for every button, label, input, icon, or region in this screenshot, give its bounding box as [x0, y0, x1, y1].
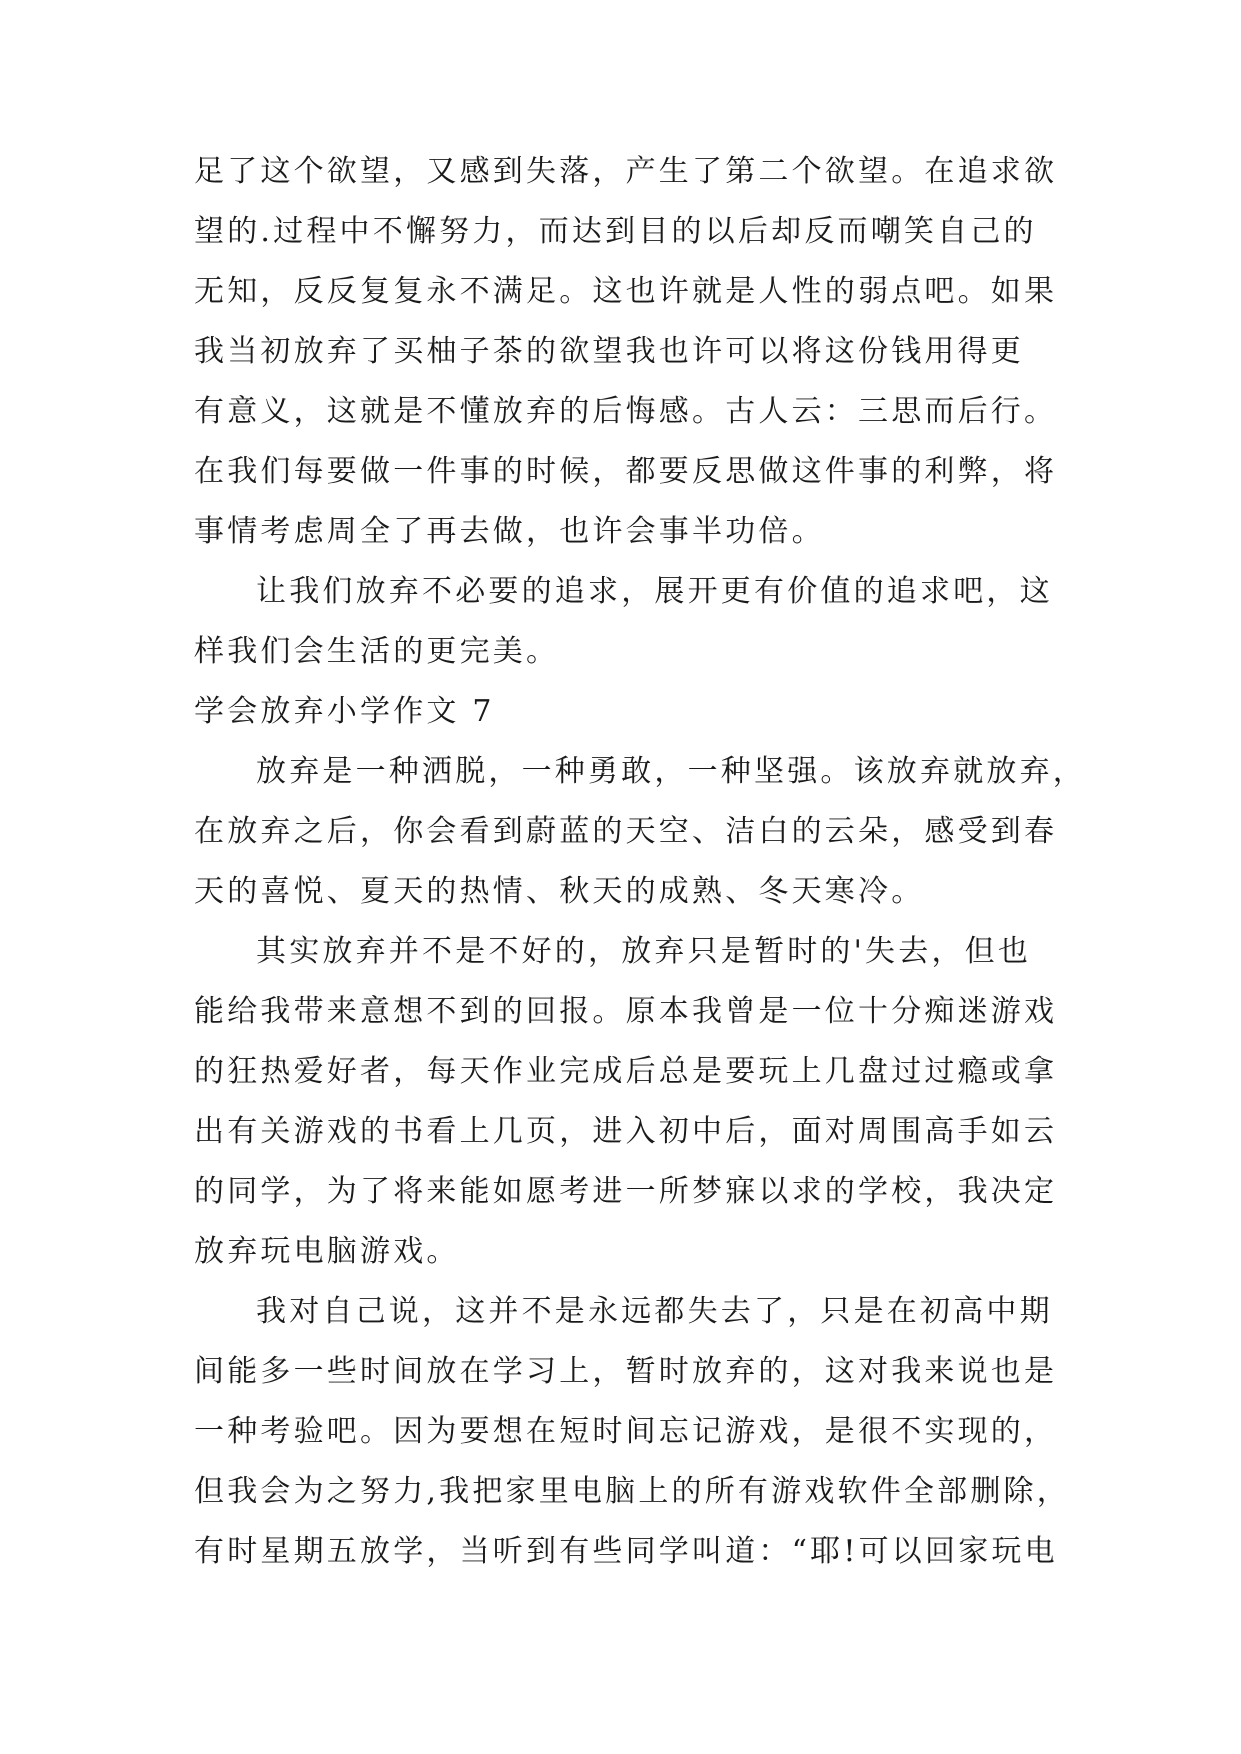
text-line: 在我们每要做一件事的时候，都要反思做这件事的利弊，将 [194, 454, 1058, 489]
text-line: 天的喜悦、夏天的热情、秋天的成熟、冬天寒冷。 [194, 874, 925, 909]
text-line: 放弃玩电脑游戏。 [194, 1234, 460, 1269]
text-line: 一种考验吧。因为要想在短时间忘记游戏，是很不实现的， [194, 1414, 1058, 1449]
paragraph-first-line: 放弃是一种洒脱，一种勇敢，一种坚强。该放弃就放弃， [256, 754, 1086, 789]
text-line: 我当初放弃了买柚子茶的欲望我也许可以将这份钱用得更 [194, 334, 1024, 369]
text-line: 足了这个欲望，又感到失落，产生了第二个欲望。在追求欲 [194, 154, 1058, 189]
text-line: 有时星期五放学，当听到有些同学叫道：“耶!可以回家玩电 [194, 1534, 1058, 1569]
paragraph-first-line: 让我们放弃不必要的追求，展开更有价值的追求吧，这 [256, 574, 1053, 609]
text-line: 在放弃之后，你会看到蔚蓝的天空、洁白的云朵，感受到春 [194, 814, 1058, 849]
text-line: 但我会为之努力,我把家里电脑上的所有游戏软件全部删除， [194, 1474, 1070, 1509]
text-line: 有意义，这就是不懂放弃的后悔感。古人云：三思而后行。 [194, 394, 1058, 429]
text-line: 望的.过程中不懈努力，而达到目的以后却反而嘲笑自己的 [194, 214, 1037, 249]
text-line: 能给我带来意想不到的回报。原本我曾是一位十分痴迷游戏 [194, 994, 1058, 1029]
text-line: 事情考虑周全了再去做，也许会事半功倍。 [194, 514, 825, 549]
paragraph-first-line: 其实放弃并不是不好的，放弃只是暂时的'失去，但也 [256, 934, 1032, 969]
text-line: 样我们会生活的更完美。 [194, 634, 560, 669]
text-line: 间能多一些时间放在学习上，暂时放弃的，这对我来说也是 [194, 1354, 1058, 1389]
text-line: 的同学，为了将来能如愿考进一所梦寐以求的学校，我决定 [194, 1174, 1058, 1209]
text-line: 的狂热爱好者，每天作业完成后总是要玩上几盘过过瘾或拿 [194, 1054, 1058, 1089]
section-heading: 学会放弃小学作文 7 [194, 694, 495, 729]
text-line: 出有关游戏的书看上几页，进入初中后，面对周围高手如云 [194, 1114, 1058, 1149]
text-line: 无知，反反复复永不满足。这也许就是人性的弱点吧。如果 [194, 274, 1058, 309]
paragraph-first-line: 我对自己说，这并不是永远都失去了，只是在初高中期 [256, 1294, 1053, 1329]
